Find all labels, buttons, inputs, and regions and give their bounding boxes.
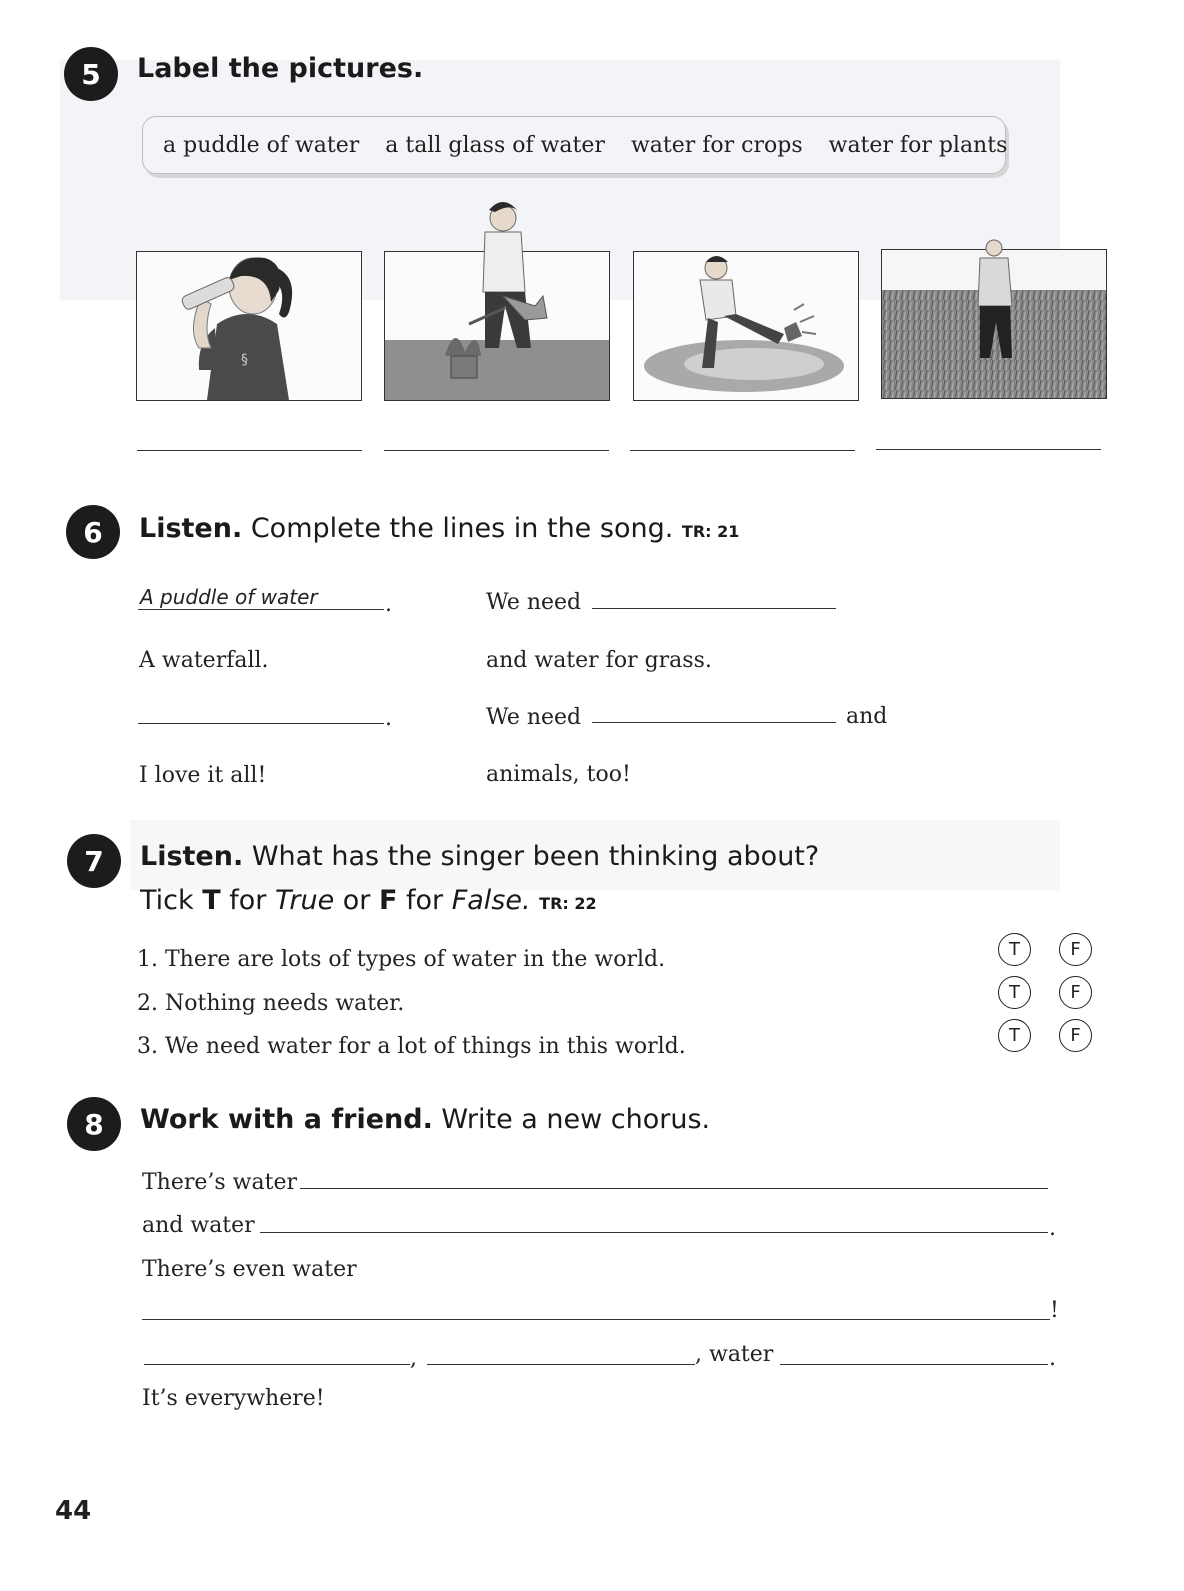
chorus-water: , water [695,1342,774,1367]
song-and: and [846,704,888,729]
song-line-waterfall: A waterfall. [139,648,269,673]
exercise-5-title: Label the pictures. [137,53,424,84]
word-option: a tall glass of water [385,132,605,158]
song-blank-4[interactable] [592,722,836,723]
answer-line-picture-3[interactable] [630,450,855,451]
song-line-grass: and water for grass. [486,648,712,673]
word-option: water for plants [828,132,1008,158]
statement-2: 2. Nothing needs water. [137,991,405,1016]
chorus-period: . [1049,1216,1056,1241]
chorus-last-line: It’s everywhere! [142,1386,325,1411]
statement-3: 3. We need water for a lot of things in this world. [137,1034,686,1059]
chorus-blank-1[interactable] [300,1188,1048,1189]
word-option: a puddle of water [163,132,360,158]
chorus-comma: , [410,1346,417,1371]
answer-line-picture-1[interactable] [137,450,362,451]
song-we-need-1: We need [486,590,582,615]
page-number: 44 [55,1496,92,1526]
picture-4 [881,249,1107,399]
song-line-animals: animals, too! [486,762,631,787]
chorus-line-1: There’s water [142,1170,297,1195]
chorus-blank-3[interactable] [142,1319,1050,1320]
chorus-line-3: There’s even water [142,1257,357,1282]
chorus-period: . [1049,1346,1056,1371]
chorus-exclamation: ! [1050,1298,1059,1323]
false-option-3[interactable]: F [1059,1019,1092,1052]
answer-line-picture-4[interactable] [876,449,1101,450]
chorus-line-2: and water [142,1213,255,1238]
song-period: . [385,592,392,617]
true-option-3[interactable]: T [998,1019,1031,1052]
false-option-2[interactable]: F [1059,976,1092,1009]
exercise-6-number: 6 [66,505,120,559]
example-answer: A puddle of water [140,585,318,609]
song-blank-2[interactable] [592,608,836,609]
word-option: water for crops [630,132,803,158]
exercise-7-number: 7 [67,834,121,888]
false-option-1[interactable]: F [1059,933,1092,966]
true-option-2[interactable]: T [998,976,1031,1009]
picture-2 [384,251,610,401]
girl-drinking-icon [137,252,361,400]
boy-in-crop-field-icon [882,250,1106,398]
exercise-8-number: 8 [67,1097,121,1151]
picture-3 [633,251,859,401]
answer-line-picture-2[interactable] [384,450,609,451]
song-line-love: I love it all! [139,763,267,788]
song-blank-3[interactable] [138,723,384,724]
exercise-7-instruction: Tick T for True or F for False. TR: 22 [140,885,597,916]
exercise-7-title: Listen. What has the singer been thinking about? [140,841,820,872]
exercise-6-title: Listen. Complete the lines in the song. TR: 21 [139,513,740,544]
svg-text:§: § [241,352,248,368]
statement-1: 1. There are lots of types of water in the world. [137,947,666,972]
exercise-5-number: 5 [64,47,118,101]
picture-1 [136,251,362,401]
chorus-blank-4[interactable] [144,1364,410,1365]
chorus-blank-5[interactable] [427,1364,695,1365]
boy-watering-plants-icon [385,252,609,400]
chorus-blank-6[interactable] [780,1364,1048,1365]
boy-splashing-puddle-icon [634,252,858,400]
chorus-blank-2[interactable] [260,1232,1048,1233]
true-option-1[interactable]: T [998,933,1031,966]
song-we-need-2: We need [486,705,582,730]
song-period: . [385,706,392,731]
exercise-8-title: Work with a friend. Write a new chorus. [140,1104,711,1135]
word-box [142,116,1006,174]
song-blank-1[interactable] [138,609,384,610]
